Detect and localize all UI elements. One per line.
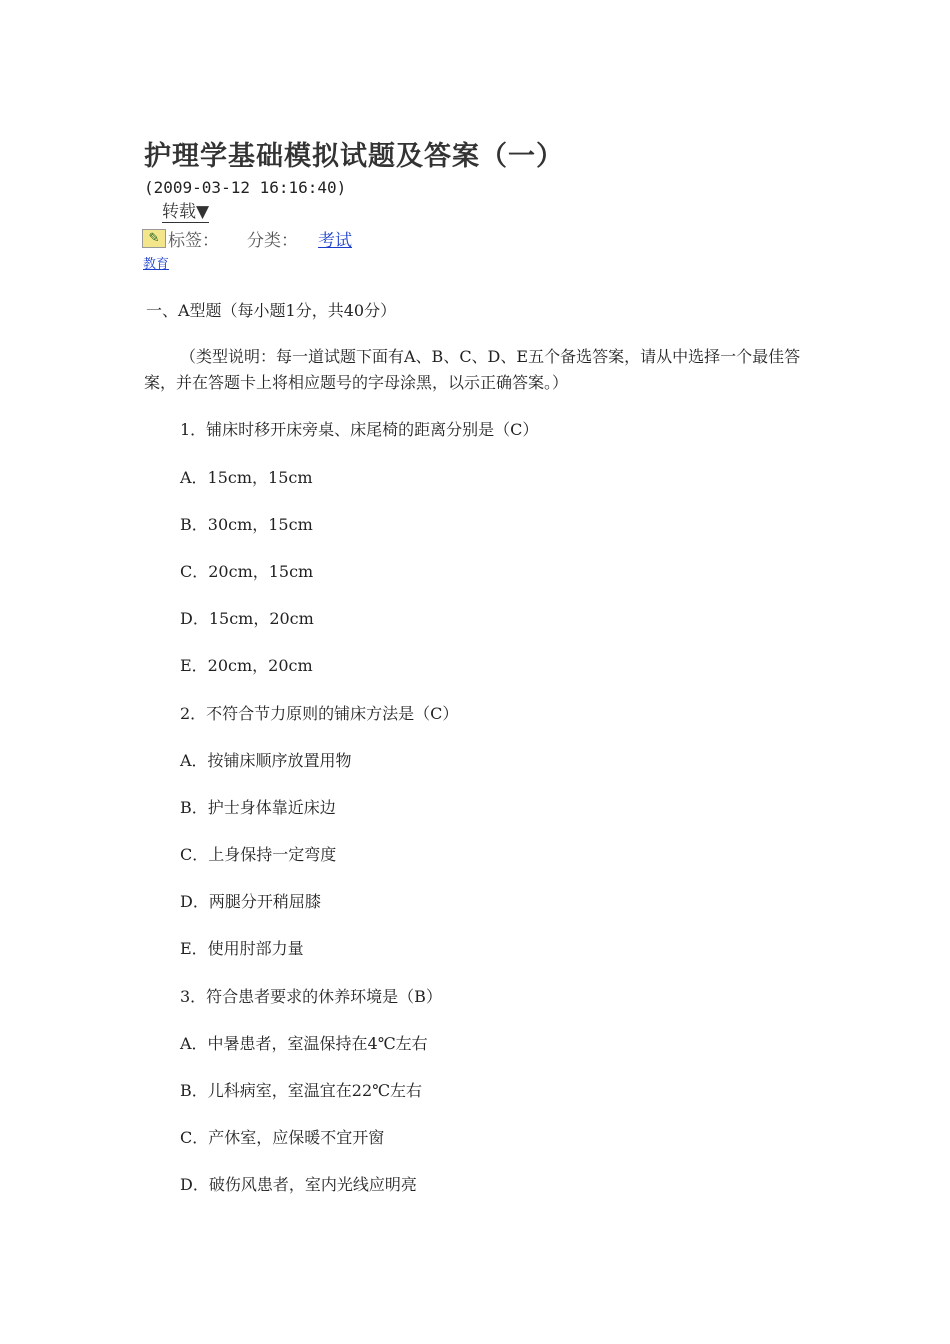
question-text: 1．铺床时移开床旁桌、床尾椅的距离分别是（C） bbox=[180, 420, 539, 439]
answer-option: C．上身保持一定弯度 bbox=[180, 845, 337, 864]
answer-option: D．两腿分开稍屈膝 bbox=[180, 892, 321, 911]
answer-option: E．使用肘部力量 bbox=[180, 939, 304, 958]
question-text: 3．符合患者要求的休养环境是（B） bbox=[180, 987, 442, 1006]
tag-link[interactable]: 教育 bbox=[143, 257, 170, 272]
answer-option: C．产休室，应保暖不宜开窗 bbox=[180, 1128, 385, 1147]
answer-option: B．30cm，15cm bbox=[180, 515, 313, 534]
answer-option: C．20cm，15cm bbox=[180, 562, 314, 581]
tag-icon: ✎ bbox=[142, 229, 166, 248]
post-date: (2009-03-12 16:16:40) bbox=[144, 178, 347, 197]
answer-option: B．护士身体靠近床边 bbox=[180, 798, 336, 817]
answer-option: D．破伤风患者，室内光线应明亮 bbox=[180, 1175, 417, 1194]
category-label: 分类： bbox=[247, 231, 298, 251]
answer-option: B．儿科病室，室温宜在22℃左右 bbox=[180, 1081, 423, 1100]
question-text: 2．不符合节力原则的铺床方法是（C） bbox=[180, 704, 459, 723]
answer-option: E．20cm，20cm bbox=[180, 656, 313, 675]
instructions: （类型说明：每一道试题下面有A、B、C、D、E五个备选答案，请从中选择一个最佳答案，并在答题卡上将相应题号的字母涂黑，以示正确答案。） bbox=[144, 347, 801, 392]
answer-option: D．15cm，20cm bbox=[180, 609, 314, 628]
answer-option: A．中暑患者，室温保持在4℃左右 bbox=[180, 1034, 428, 1053]
category-link[interactable]: 考试 bbox=[318, 231, 352, 251]
section-heading: 一、A型题（每小题1分，共40分） bbox=[146, 301, 397, 320]
tags-label: 标签： bbox=[168, 231, 219, 251]
answer-option: A．按铺床顺序放置用物 bbox=[180, 751, 352, 770]
page-title: 护理学基础模拟试题及答案（一） bbox=[144, 141, 564, 172]
answer-option: A．15cm，15cm bbox=[180, 468, 313, 487]
repost-button[interactable]: 转载▼ bbox=[162, 202, 210, 222]
tag-category-row bbox=[142, 226, 352, 251]
